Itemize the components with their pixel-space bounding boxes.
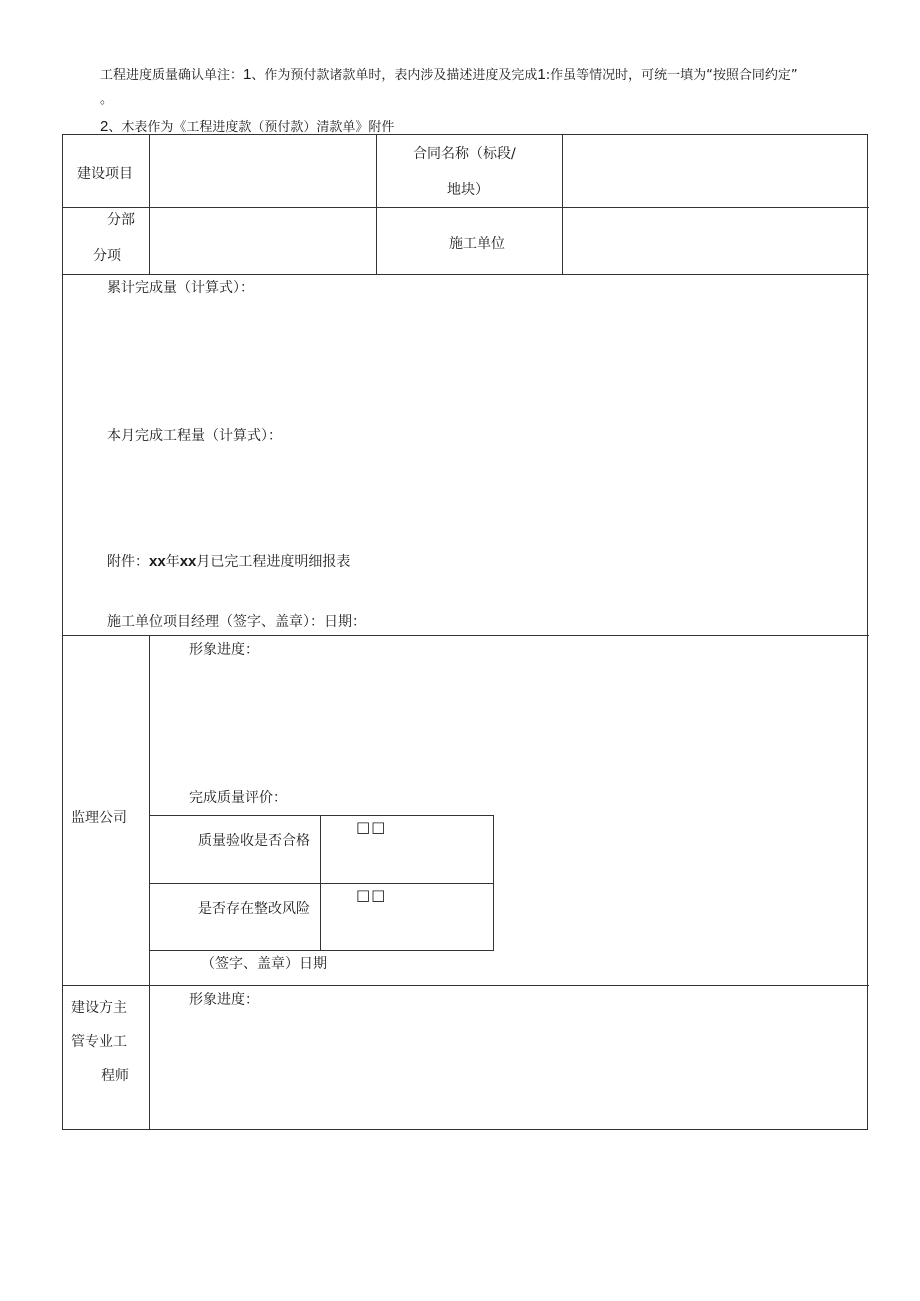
row-divider-2 bbox=[63, 274, 869, 275]
contract-label-line2: 地块） bbox=[447, 182, 489, 198]
rectify-label: 是否存在整改风险 bbox=[198, 901, 310, 917]
subtable-col-divider bbox=[320, 816, 321, 950]
col-divider-a bbox=[149, 135, 150, 274]
attachment-rest: 月已完工程进度明细报表 bbox=[196, 554, 351, 570]
header-note-1 bbox=[100, 64, 798, 83]
division-label-line2: 分项 bbox=[93, 248, 121, 264]
sup-progress-label: 形象进度： bbox=[189, 642, 259, 658]
header-note-2 bbox=[100, 116, 394, 135]
attachment-xx1: xx bbox=[149, 553, 166, 570]
header-note-1-tail: 。 bbox=[100, 92, 114, 107]
note1-text: 、作为预付款诸款单时，表内涉及描述进度及完成 bbox=[251, 68, 538, 83]
note1-num: 1 bbox=[243, 66, 252, 83]
sup-sign-line: （签字、盖章）日期 bbox=[201, 956, 327, 972]
progress-confirmation-form bbox=[62, 134, 868, 1130]
note1-prefix: 工程进度质量确认单注： bbox=[100, 68, 244, 83]
col-divider-c bbox=[562, 135, 563, 274]
note2-num: 2 bbox=[100, 118, 109, 135]
quality-subtable bbox=[149, 815, 494, 951]
monthly-label: 本月完成工程量（计算式）： bbox=[107, 428, 282, 444]
owner-label-line3: 程师 bbox=[101, 1068, 129, 1084]
attachment-xx2: xx bbox=[179, 553, 197, 570]
subtable-row-divider bbox=[150, 883, 493, 884]
quality-accept-label: 质量验收是否合格 bbox=[198, 833, 310, 849]
note2-text: 、木表作为《工程进度款（预付款）清款单》附件 bbox=[108, 120, 395, 135]
sup-quality-label: 完成质量评价： bbox=[189, 790, 287, 806]
owner-progress-label: 形象进度： bbox=[189, 992, 259, 1008]
supervisor-label: 监理公司 bbox=[71, 810, 127, 826]
owner-label-line2: 管专业工 bbox=[71, 1034, 127, 1050]
contractor-sign-line: 施工单位项目经理（签字、盖章）：日期： bbox=[107, 614, 366, 630]
attachment-prefix: 附件： bbox=[107, 554, 149, 570]
rectify-checkboxes[interactable]: □□ bbox=[356, 886, 387, 904]
note1-text2: :作虽等情况时，可统一填为“按照合同约定” bbox=[545, 68, 798, 83]
division-label-line1: 分部 bbox=[107, 212, 135, 228]
contractor-label: 施工单位 bbox=[449, 236, 505, 252]
cumulative-label: 累计完成量（计算式）： bbox=[107, 280, 254, 296]
contract-label-line1: 合同名称（标段/ bbox=[413, 146, 516, 162]
project-label: 建设项目 bbox=[77, 166, 133, 182]
owner-label-line1: 建设方主 bbox=[71, 1000, 127, 1016]
row-divider-1 bbox=[63, 207, 869, 208]
note1-num2: 1 bbox=[537, 66, 546, 83]
quality-accept-checkboxes[interactable]: □□ bbox=[356, 818, 387, 836]
row-divider-3 bbox=[63, 635, 869, 636]
attachment-year: 年 bbox=[165, 554, 180, 570]
attachment-line bbox=[107, 551, 350, 571]
row-divider-4 bbox=[63, 985, 869, 986]
col-divider-b bbox=[376, 135, 377, 274]
